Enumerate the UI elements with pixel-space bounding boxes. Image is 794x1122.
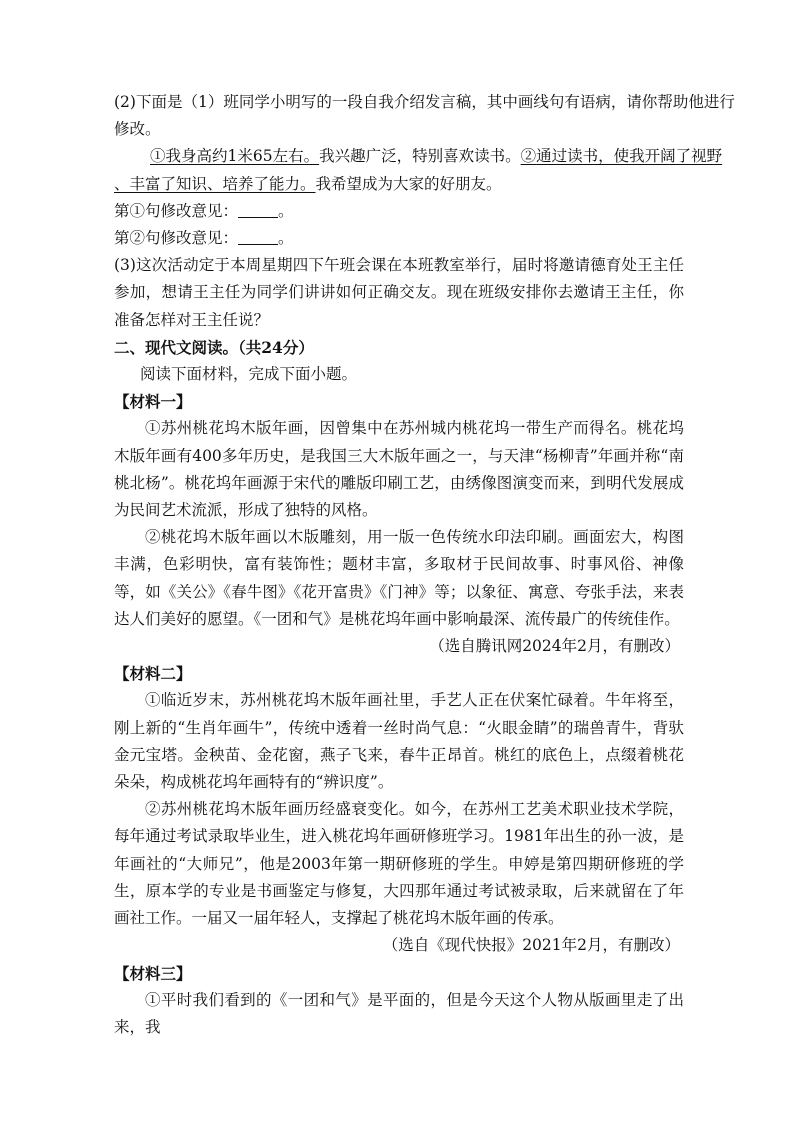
q2-passage-line1 bbox=[114, 143, 723, 170]
material2-paragraph2: ②苏州桃花坞木版年画历经盛衰变化。如今，在苏州工艺美术职业技术学院，每年通过考试录取毕业生，进入桃花坞年画研修班学习。1981年出生的孙一波，是年画社的“大师兄”，他是2003年第一期研修班的学生。申婷是第四期研修班的学生，原本学的专业是书画鉴定与修复，大四那年通过考试被录取，后来就留在了年画社工作。一届又一届年轻人，支撑起了桃花坞木版年画的传承。 bbox=[114, 800, 684, 928]
q2-prompt-line1: (2)下面是（1）班同学小明写的一段自我介绍发言稿，其中画线句有语病，请你帮助他进行 bbox=[114, 93, 735, 111]
passage-tail-text: 我希望成为大家的好朋友。 bbox=[315, 174, 502, 193]
material1-paragraph2: ②桃花坞木版年画以木版雕刻，用一版一色传统水印法印刷。画面宏大，构图丰满，色彩明快，富有装饰性；题材丰富，多取材于民间故事、时事风俗、神像等，如《关公》《春牛图》《花开富贵》《门神》等；以象征、寓意、夸张手法，来表达人们美好的愿望。《一团和气》是桃花坞年画中影响最深、流传最广的传统佳作。 bbox=[114, 528, 684, 628]
sentence2-underlined-part1: ②通过读书，使我开阔了视野 bbox=[520, 147, 723, 166]
answer1-blank[interactable] bbox=[238, 203, 278, 218]
material3-paragraph1: ①平时我们看到的《一团和气》是平面的，但是今天这个人物从版画里走了出来，我 bbox=[114, 990, 684, 1036]
passage-mid-text: 我兴趣广泛，特别喜欢读书。 bbox=[319, 147, 521, 166]
q2-prompt-line2: 修改。 bbox=[114, 120, 161, 139]
section2-heading: 二、现代文阅读。（共24分） bbox=[114, 337, 314, 357]
answer-line-1: 第①句修改意见： 。 bbox=[114, 201, 294, 220]
sentence2-underlined-part2: 、丰富了知识、培养了能力。 bbox=[114, 174, 316, 193]
q3-text: (3)这次活动定于本周星期四下午班会课在本班教室举行，届时将邀请德育处王主任参加，想请王主任为同学们讲讲如何正确交友。现在班级安排你去邀请王主任，你准备怎样对王主任说？ bbox=[114, 256, 684, 329]
material1-source: （选自腾讯网2024年2月，有删改） bbox=[429, 637, 680, 656]
document-page bbox=[114, 89, 735, 1041]
answer2-blank[interactable] bbox=[238, 230, 278, 245]
material2-title: 【材料二】 bbox=[114, 664, 192, 684]
material1-title: 【材料一】 bbox=[114, 392, 192, 412]
answer2-label: 第②句修改意见： bbox=[114, 229, 239, 248]
material2-paragraph1: ①临近岁末，苏州桃花坞木版年画社里，手艺人正在伏案忙碌着。牛年将至，刚上新的“生肖年画牛”，传统中透着一丝时尚气息：“火眼金睛”的瑞兽青牛，背驮金元宝塔。金秧苗、金花窗，燕子飞来，春牛正昂首。桃红的底色上，点缀着桃花朵朵，构成桃花坞年画特有的“辨识度”。 bbox=[114, 691, 684, 792]
material1-paragraph1: ①苏州桃花坞木版年画，因曾集中在苏州城内桃花坞一带生产而得名。桃花坞木版年画有400多年历史，是我国三大木版年画之一，与天津“杨柳青”年画并称“南桃北杨”。桃花坞年画源于宋代的雕版印刷工艺，由绣像图演变而来，到明代发展成为民间艺术流派，形成了独特的风格。 bbox=[114, 419, 684, 520]
section2-instruction: 阅读下面材料，完成下面小题。 bbox=[140, 365, 358, 384]
q2-passage-line2 bbox=[114, 171, 684, 198]
sentence1-underlined: ①我身高约1米65左右。 bbox=[150, 147, 320, 166]
material3-title: 【材料三】 bbox=[114, 963, 192, 983]
answer1-label: 第①句修改意见： bbox=[114, 201, 239, 220]
answer-line-2: 第②句修改意见： 。 bbox=[114, 229, 294, 248]
material2-source: （选自《现代快报》2021年2月，有删改） bbox=[382, 936, 680, 955]
